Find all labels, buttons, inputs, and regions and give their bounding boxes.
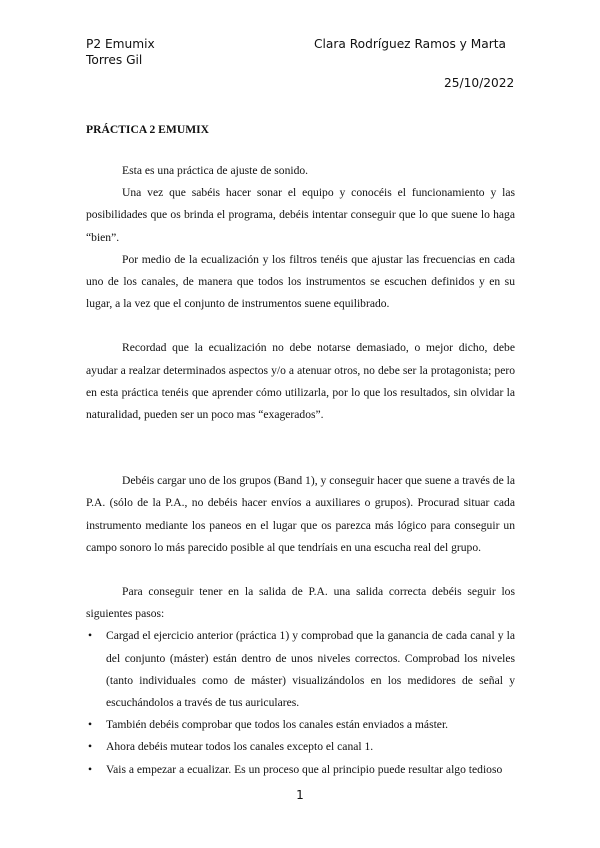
paragraph: Por medio de la ecualización y los filtros tenéis que ajustar las frecuencias en cada uno de los canales, de manera que todos los instrumentos se escuchen definidos y en su lugar, a la vez que el conjunto de instrumentos suene equilibrado. [86, 252, 515, 311]
bullet-icon: • [88, 718, 93, 732]
list-item-text: Ahora debéis mutear todos los canales excepto el canal 1. [106, 740, 374, 754]
list-item-text: Vais a empezar a ecualizar. Es un proceso que al principio puede resultar algo tedioso [106, 762, 503, 776]
document-body [86, 160, 515, 781]
paragraph: Para conseguir tener en la salida de P.A. una salida correcta debéis seguir los siguientes pasos: [86, 585, 515, 621]
bullet-icon: • [88, 762, 93, 776]
bullet-icon: • [88, 629, 93, 643]
page-number: 1 [296, 788, 304, 802]
paragraph: Una vez que sabéis hacer sonar el equipo y conocéis el funcionamiento y las posibilidades que os brinda el programa, debéis intentar conseguir que lo que suene lo haga “bien”. [86, 186, 515, 244]
header-left [86, 36, 155, 68]
paragraph: Recordad que la ecualización no debe notarse demasiado, o mejor dicho, debe ayudar a realzar determinados aspectos y/o a atenuar otros, no debe ser la protagonista; pero en esta práctica tenéis que aprender cómo utilizarla, por lo que los resultados, sin olvidar la naturalidad, pueden ser un poco mas “exagerados”. [86, 341, 515, 422]
list-item-text: Cargad el ejercicio anterior (práctica 1) y comprobad que la ganancia de cada canal y la del conjunto (máster) están dentro de unos niveles correctos. Comprobad los niveles (tanto individuales como de máster) visualizándolos en los medidores de señal y escuchándolos a través de tus auriculares. [106, 629, 515, 710]
header-date: 25/10/2022 [444, 76, 515, 90]
list-item [86, 736, 515, 758]
header-authors: Clara Rodríguez Ramos y Marta [314, 37, 507, 51]
paragraph: Esta es una práctica de ajuste de sonido. [122, 164, 309, 177]
page-title: PRÁCTICA 2 EMUMIX [86, 123, 210, 136]
bullet-icon: • [88, 740, 93, 754]
header-left-line2: Torres Gil [86, 53, 143, 67]
list-item [86, 759, 515, 781]
steps-list [86, 625, 515, 780]
list-item [86, 714, 515, 736]
list-item [86, 625, 515, 714]
list-item-text: También debéis comprobar que todos los canales están enviados a máster. [106, 718, 449, 732]
paragraph: Debéis cargar uno de los grupos (Band 1), y conseguir hacer que suene a través de la P.A. (sólo de la P.A., no debéis hacer envíos a auxiliares o grupos). Procurad situar cada instrumento mediante los paneos en el lugar que os parezca más lógico para conseguir un campo sonoro lo más parecido posible al que tendríais en una escucha real del grupo. [86, 474, 515, 554]
header-left-line1: P2 Emumix [86, 37, 155, 51]
